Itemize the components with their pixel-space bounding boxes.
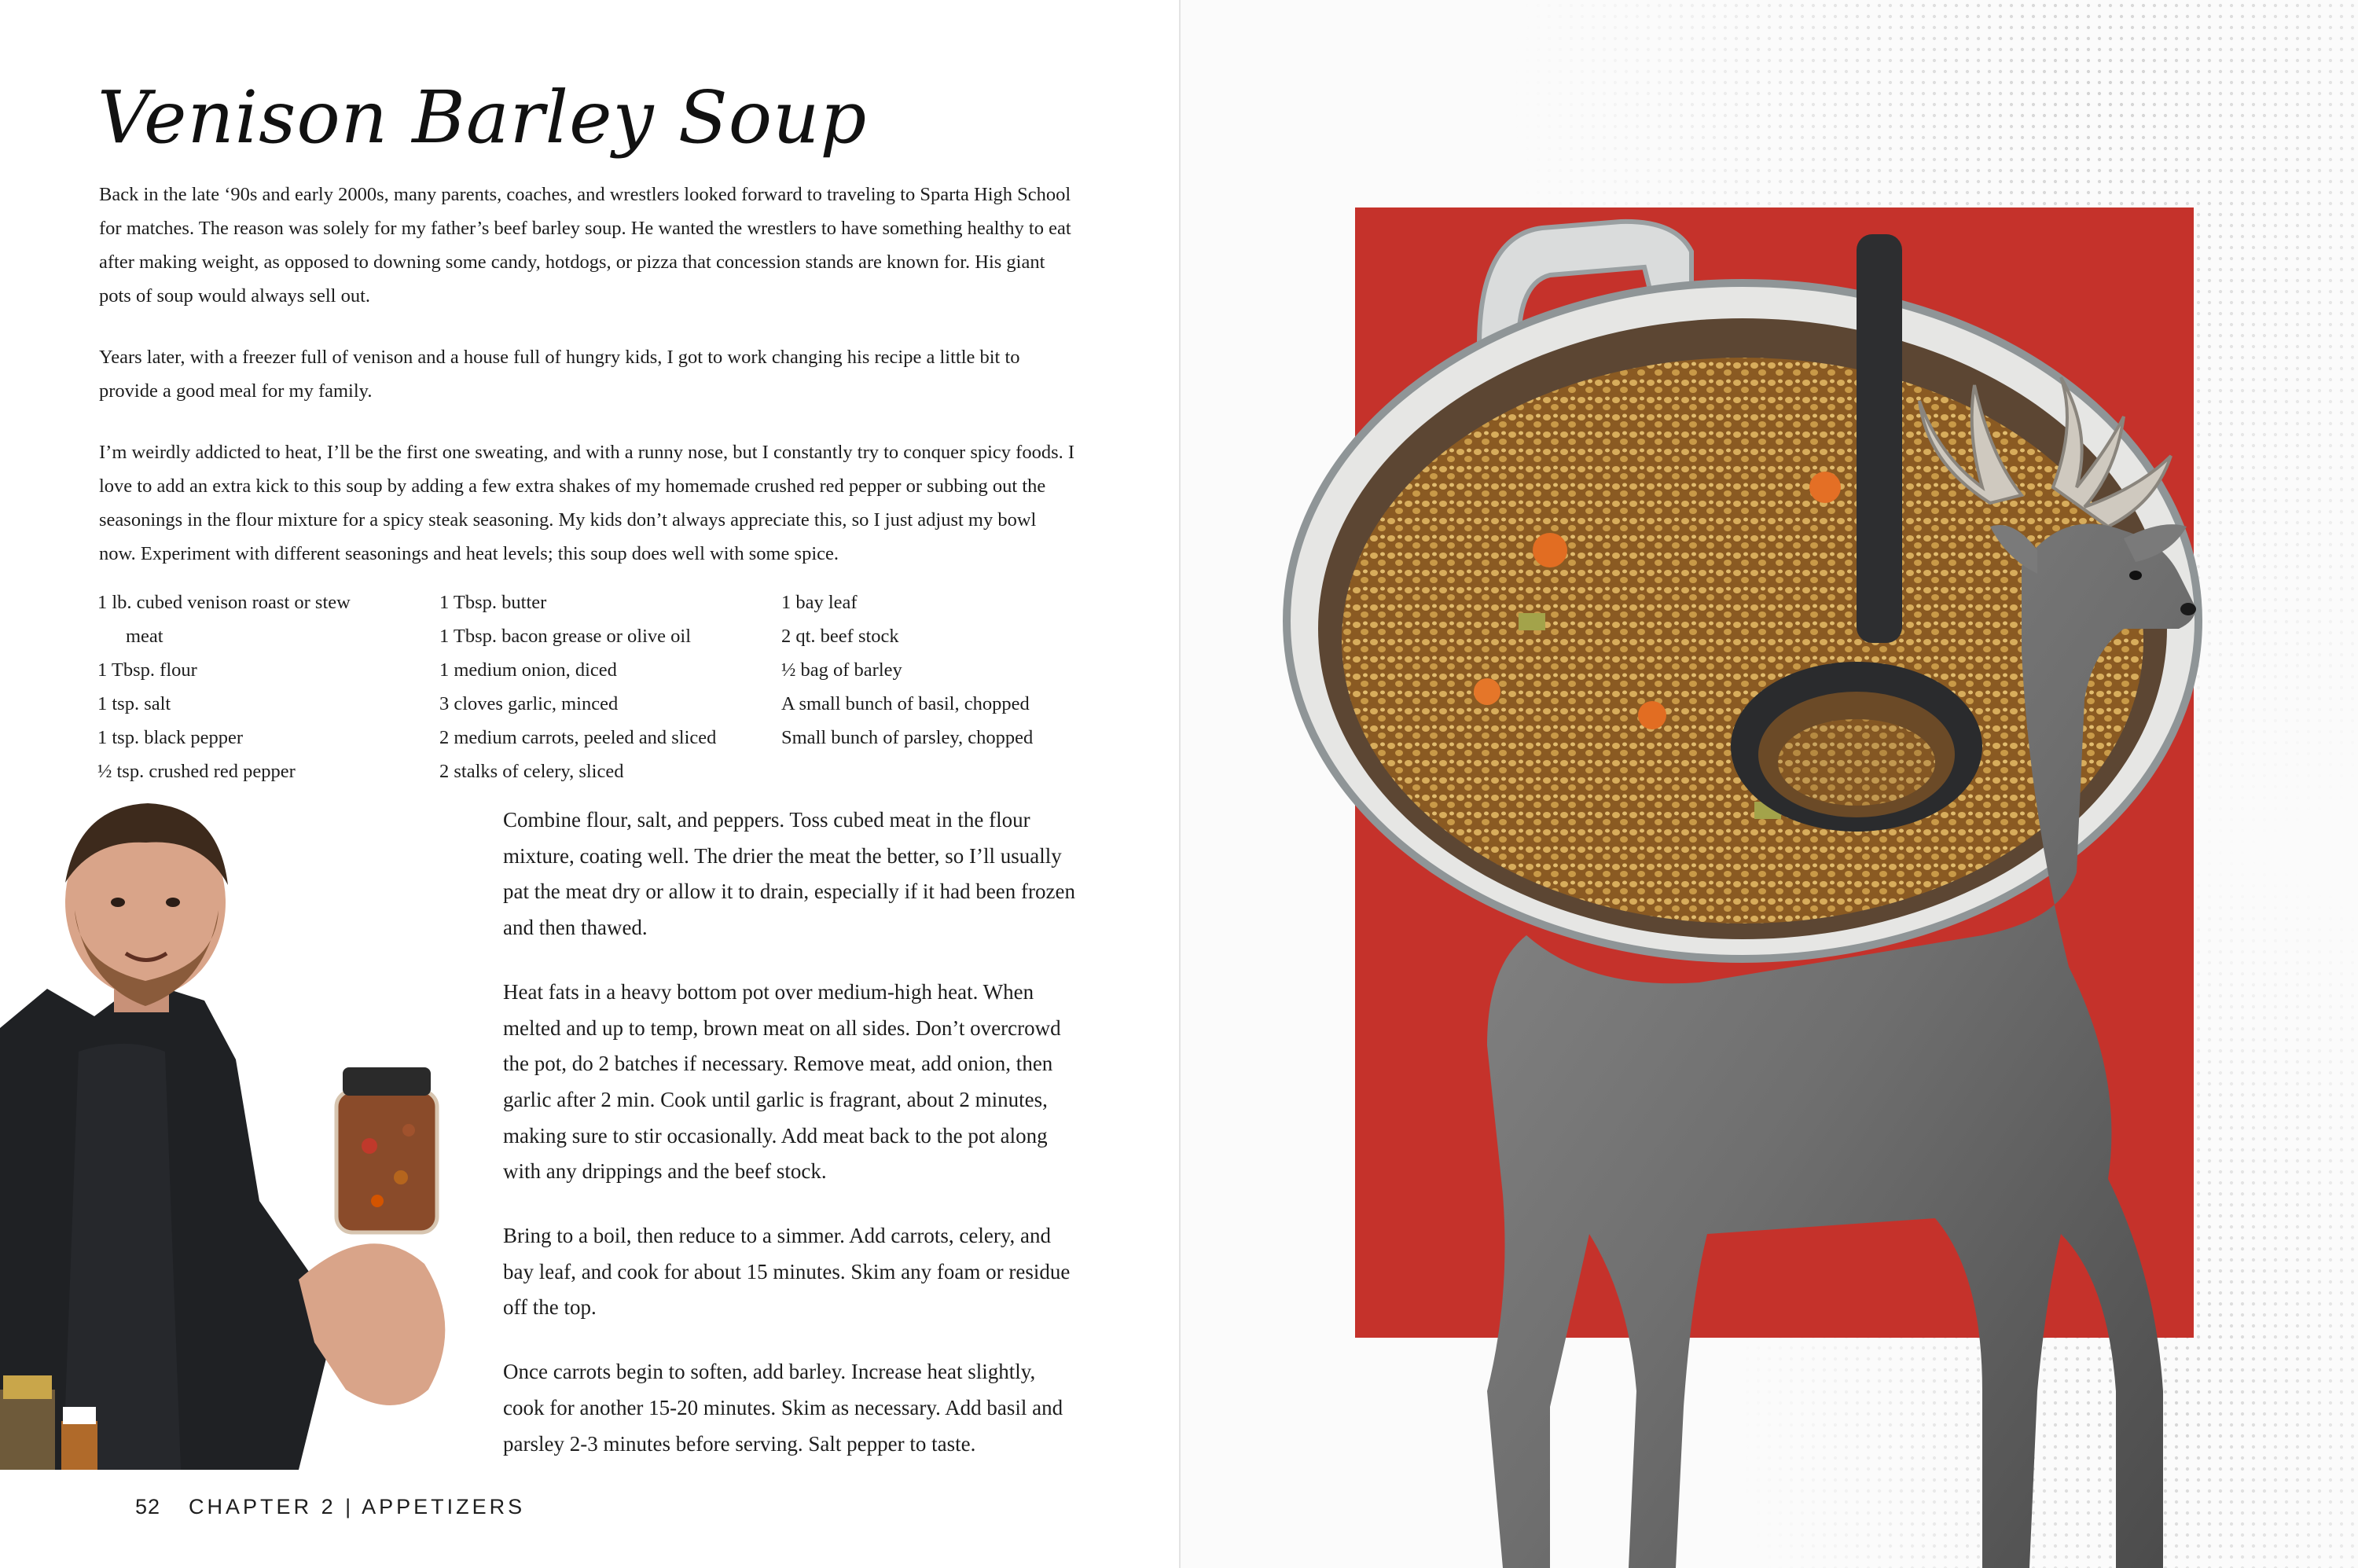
ingredient-item: 1 Tbsp. butter [439,592,547,613]
step-paragraph: Once carrots begin to soften, add barley. Increase heat slightly, cook for another 15-20 minutes. Skim as necessary. Add basil and parsley 2-3 minutes before serving. Salt pepper to taste. [503,1360,1063,1456]
chapter-label: CHAPTER 2 | APPETIZERS [189,1495,526,1518]
ingredient-item: 1 bay leaf [781,592,858,613]
ingredient-item: 1 Tbsp. flour [97,659,197,681]
step-paragraph: Combine flour, salt, and peppers. Toss cubed meat in the flour mixture, coating well. The drier the meat the better, so I’ll usually pat the meat dry or allow it to drain, especially if it had been frozen and then thawed. [503,808,1075,940]
ingredient-item: 3 cloves garlic, minced [439,693,619,714]
ingredient-item: 2 qt. beef stock [781,626,899,647]
intro-paragraph: Back in the late ‘90s and early 2000s, many parents, coaches, and wrestlers looked forward to traveling to Sparta High School for matches. The reason was solely for my father’s beef barley soup. He wanted the wrestlers to have something healthy to eat after making weight, as opposed to downing some candy, hotdogs, or pizza that concession stands are known for. His giant pots of soup would always sell out. [99,184,1071,307]
step-paragraph: Heat fats in a heavy bottom pot over medium-high heat. When melted and up to temp, brown meat on all sides. Don’t overcrowd the pot, do 2 batches if necessary. Remove meat, add onion, then garlic after 2 min. Cook until garlic is fragrant, about 2 minutes, making sure to stir occasionally. Add meat back to the pot along with any drippings and the beef stock. [503,979,1061,1184]
page-footer [135,1495,525,1519]
ingredient-item: ½ tsp. crushed red pepper [97,761,296,782]
ingredients-column-1 [97,586,428,788]
step-paragraph: Bring to a boil, then reduce to a simmer. Add carrots, celery, and bay leaf, and cook for about 15 minutes. Skim any foam or residue off the top. [503,1224,1071,1320]
ingredient-item: Small bunch of parsley, chopped [781,727,1034,748]
ingredient-item: ½ bag of barley [781,659,902,681]
author-photo [0,792,472,1470]
ingredient-item: 2 stalks of celery, sliced [439,761,624,782]
ingredient-item: A small bunch of basil, chopped [781,693,1030,714]
page-number: 52 [135,1495,161,1518]
recipe-steps [503,802,1077,1490]
ingredient-item-continued: meat [126,626,163,647]
recipe-intro [99,178,1077,598]
ingredient-item: 1 medium onion, diced [439,659,617,681]
ingredient-item: 1 Tbsp. bacon grease or olive oil [439,626,692,647]
ingredient-item: 2 medium carrots, peeled and sliced [439,727,717,748]
ingredients-column-2 [439,586,769,788]
ingredient-item: 1 tsp. black pepper [97,727,244,748]
intro-paragraph: Years later, with a freezer full of venison and a house full of hungry kids, I got to work changing his recipe a little bit to provide a good meal for my family. [99,347,1020,402]
ingredient-item: 1 lb. cubed venison roast or stew [97,592,351,613]
recipe-title: Venison Barley Soup [97,75,868,160]
ingredient-item: 1 tsp. salt [97,693,171,714]
intro-paragraph: I’m weirdly addicted to heat, I’ll be the first one sweating, and with a runny nose, but I constantly try to conquer spicy foods. I love to add an extra kick to this soup by adding a few extra shakes of my homemade crushed red pepper or subbing out the seasonings in the flour mixture for a spicy steak seasoning. My kids don’t always appreciate this, so I just adjust my bowl now. Experiment with different seasonings and heat levels; this soup does well with some spice. [99,442,1075,564]
right-page [1181,0,2358,1568]
deer-image [1369,369,2312,1568]
ingredients-column-3 [781,586,1111,755]
